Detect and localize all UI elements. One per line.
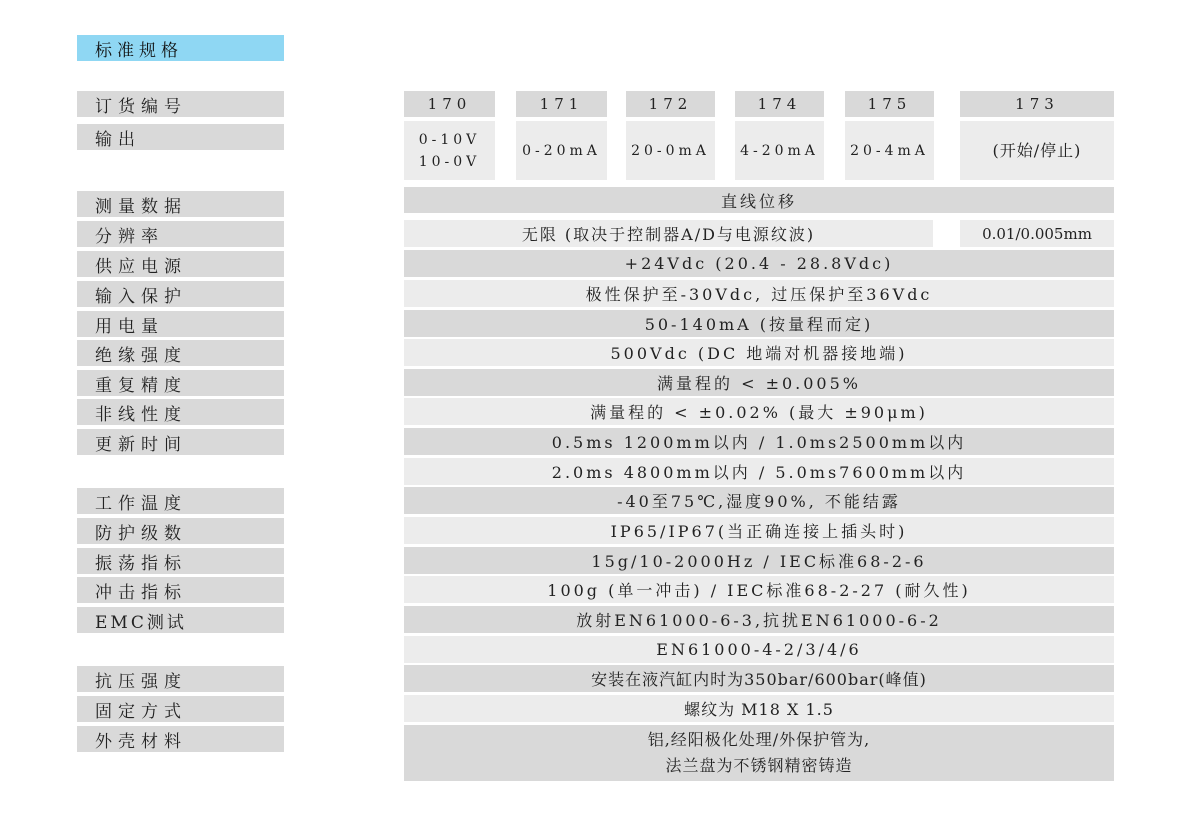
power-supply-label: 供应电源 — [77, 251, 284, 277]
current-draw-label: 用电量 — [77, 311, 284, 337]
output-170-line1: 0-10V — [418, 131, 481, 148]
model-code-175: 175 — [845, 91, 934, 117]
model-code-171: 171 — [516, 91, 607, 117]
output-172: 20-0mA — [626, 121, 715, 180]
update-time-value-line2: 2.0ms 4800mm以内 / 5.0ms7600mm以内 — [404, 458, 1114, 485]
emc-label: EMC测试 — [77, 607, 284, 633]
shock-value: 100g (单一冲击) / IEC标准68-2-27 (耐久性) — [404, 576, 1114, 603]
emc-value-line1: 放射EN61000-6-3,抗扰EN61000-6-2 — [404, 606, 1114, 633]
output-175: 20-4mA — [845, 121, 934, 180]
resolution-label: 分辨率 — [77, 221, 284, 247]
housing-value-line2: 法兰盘为不锈钢精密铸造 — [665, 756, 853, 775]
housing-label: 外壳材料 — [77, 726, 284, 752]
mounting-label: 固定方式 — [77, 696, 284, 722]
protection-class-label: 防护级数 — [77, 518, 284, 544]
insulation-label: 绝缘强度 — [77, 340, 284, 366]
nonlinearity-label: 非线性度 — [77, 399, 284, 425]
operating-temp-label: 工作温度 — [77, 488, 284, 514]
nonlinearity-value: 满量程的 < ±0.02% (最大 ±90μm) — [404, 398, 1114, 425]
order-number-label: 订货编号 — [77, 91, 284, 117]
protection-class-value: IP65/IP67(当正确连接上插头时) — [404, 517, 1114, 544]
housing-value-line1: 铝,经阳极化处理/外保护管为, — [647, 730, 871, 749]
input-protection-label: 输入保护 — [77, 281, 284, 307]
output-170 — [404, 121, 495, 180]
model-code-174: 174 — [735, 91, 824, 117]
housing-value — [404, 725, 1114, 781]
mounting-value: 螺纹为 M18 X 1.5 — [404, 695, 1114, 722]
output-173: (开始/停止) — [960, 121, 1114, 180]
output-174: 4-20mA — [735, 121, 824, 180]
vibration-value: 15g/10-2000Hz / IEC标准68-2-6 — [404, 547, 1114, 574]
update-time-label: 更新时间 — [77, 429, 284, 455]
resolution-value: 无限 (取决于控制器A/D与电源纹波) — [404, 220, 933, 247]
input-protection-value: 极性保护至-30Vdc, 过压保护至36Vdc — [404, 280, 1114, 307]
output-label: 输出 — [77, 124, 284, 150]
resolution-value-173: 0.01/0.005mm — [960, 220, 1114, 247]
emc-value-line2: EN61000-4-2/3/4/6 — [404, 636, 1114, 663]
output-171: 0-20mA — [516, 121, 607, 180]
insulation-value: 500Vdc (DC 地端对机器接地端) — [404, 339, 1114, 366]
repeatability-label: 重复精度 — [77, 370, 284, 396]
shock-label: 冲击指标 — [77, 577, 284, 603]
update-time-value-line1: 0.5ms 1200mm以内 / 1.0ms2500mm以内 — [404, 428, 1114, 455]
pressure-label: 抗压强度 — [77, 666, 284, 692]
repeatability-value: 满量程的 < ±0.005% — [404, 369, 1114, 396]
model-code-170: 170 — [404, 91, 495, 117]
power-supply-value: +24Vdc (20.4 - 28.8Vdc) — [404, 250, 1114, 277]
section-title: 标准规格 — [77, 35, 284, 61]
vibration-label: 振荡指标 — [77, 548, 284, 574]
model-code-172: 172 — [626, 91, 715, 117]
model-code-173: 173 — [960, 91, 1114, 117]
operating-temp-value: -40至75℃,湿度90%, 不能结露 — [404, 487, 1114, 514]
pressure-value: 安装在液汽缸内时为350bar/600bar(峰值) — [404, 665, 1114, 692]
output-170-line2: 10-0V — [418, 153, 481, 170]
measured-data-label: 测量数据 — [77, 191, 284, 217]
current-draw-value: 50-140mA (按量程而定) — [404, 310, 1114, 337]
measured-data-value: 直线位移 — [404, 187, 1114, 213]
